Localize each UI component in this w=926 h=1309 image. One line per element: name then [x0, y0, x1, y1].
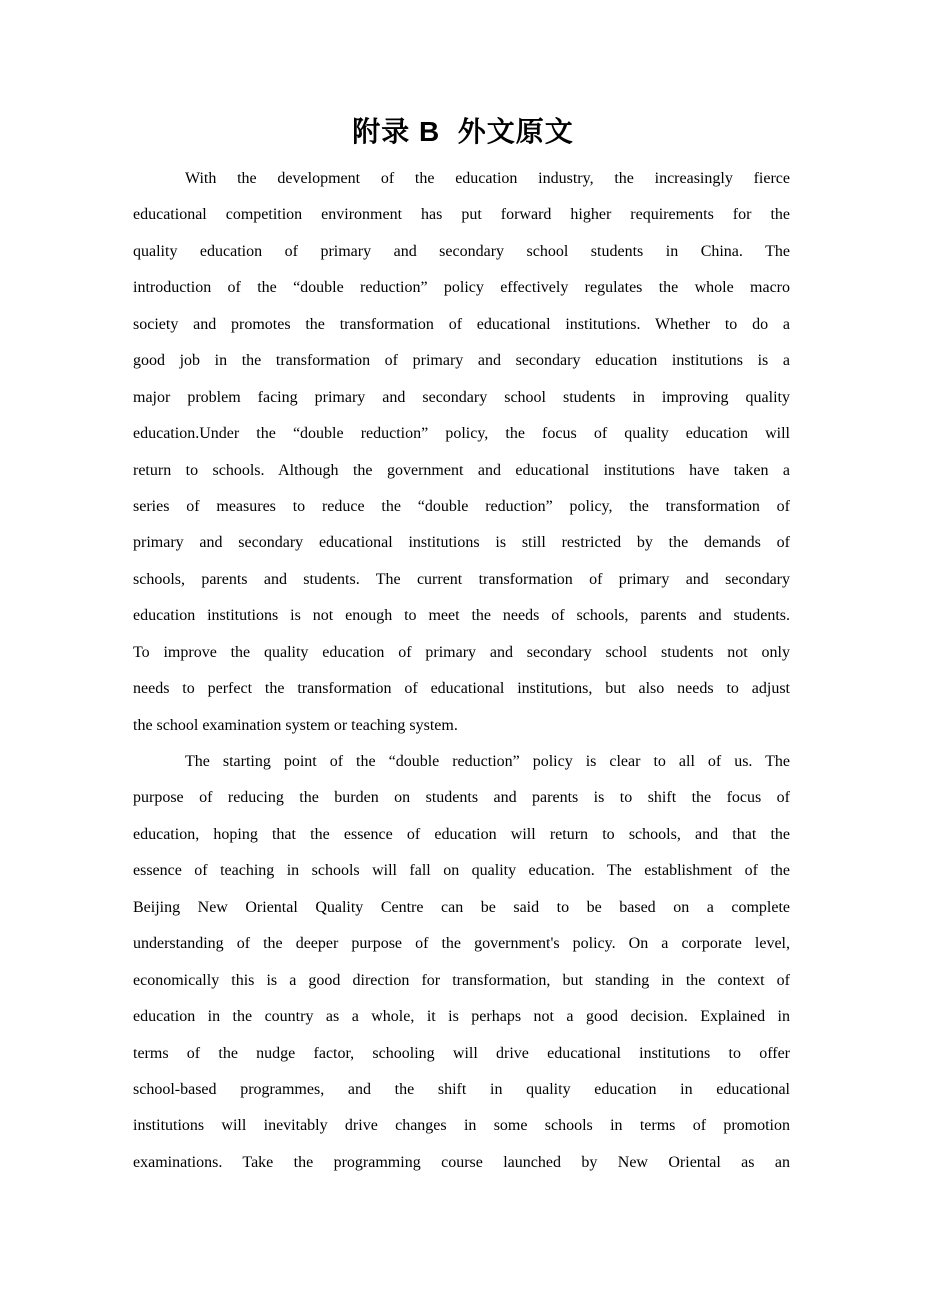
text-line: primary and secondary educational institutions is still restricted by the demands of — [133, 534, 790, 552]
text-line: quality education of primary and secondary school students in China. The — [133, 242, 790, 260]
text-line: education, hoping that the essence of education will return to schools, and that the — [133, 825, 790, 843]
text-line: educational competition environment has put forward higher requirements for the — [133, 206, 790, 224]
text-line: good job in the transformation of primary and secondary education institutions is a — [133, 352, 790, 370]
text-line: needs to perfect the transformation of educational institutions, but also needs to adjust — [133, 680, 790, 698]
paragraph — [133, 161, 790, 744]
text-line: series of measures to reduce the “double reduction” policy, the transformation of — [133, 497, 790, 515]
text-line: education institutions is not enough to meet the needs of schools, parents and students. — [133, 607, 790, 625]
text-line: Beijing New Oriental Quality Centre can be said to be based on a complete — [133, 898, 790, 916]
appendix-title: 附录 B 外文原文 — [352, 116, 574, 147]
document-body — [133, 161, 790, 1181]
text-line: institutions will inevitably drive changes in some schools in terms of promotion — [133, 1117, 790, 1135]
text-line: society and promotes the transformation of educational institutions. Whether to do a — [133, 315, 790, 333]
text-line: examinations. Take the programming course launched by New Oriental as an — [133, 1153, 790, 1171]
text-line: understanding of the deeper purpose of the government's policy. On a corporate level, — [133, 935, 790, 953]
text-line: To improve the quality education of primary and secondary school students not only — [133, 643, 790, 661]
text-line: economically this is a good direction for transformation, but standing in the context of — [133, 971, 790, 989]
text-line: school-based programmes, and the shift in quality education in educational — [133, 1080, 790, 1098]
text-line: The starting point of the “double reduction” policy is clear to all of us. The — [185, 753, 790, 770]
text-line: return to schools. Although the government and educational institutions have taken a — [133, 461, 790, 479]
text-line: With the development of the education industry, the increasingly fierce — [185, 170, 790, 187]
text-line: education in the country as a whole, it is perhaps not a good decision. Explained in — [133, 1008, 790, 1026]
text-line: the school examination system or teaching system. — [133, 716, 458, 734]
text-line: education.Under the “double reduction” policy, the focus of quality education will — [133, 425, 790, 443]
text-line: introduction of the “double reduction” policy effectively regulates the whole macro — [133, 279, 790, 297]
text-line: essence of teaching in schools will fall on quality education. The establishment of the — [133, 862, 790, 880]
text-line: terms of the nudge factor, schooling will drive educational institutions to offer — [133, 1044, 790, 1062]
text-line: major problem facing primary and secondary school students in improving quality — [133, 388, 790, 406]
paragraph — [133, 744, 790, 1181]
text-line: schools, parents and students. The current transformation of primary and secondary — [133, 570, 790, 588]
text-line: purpose of reducing the burden on students and parents is to shift the focus of — [133, 789, 790, 807]
